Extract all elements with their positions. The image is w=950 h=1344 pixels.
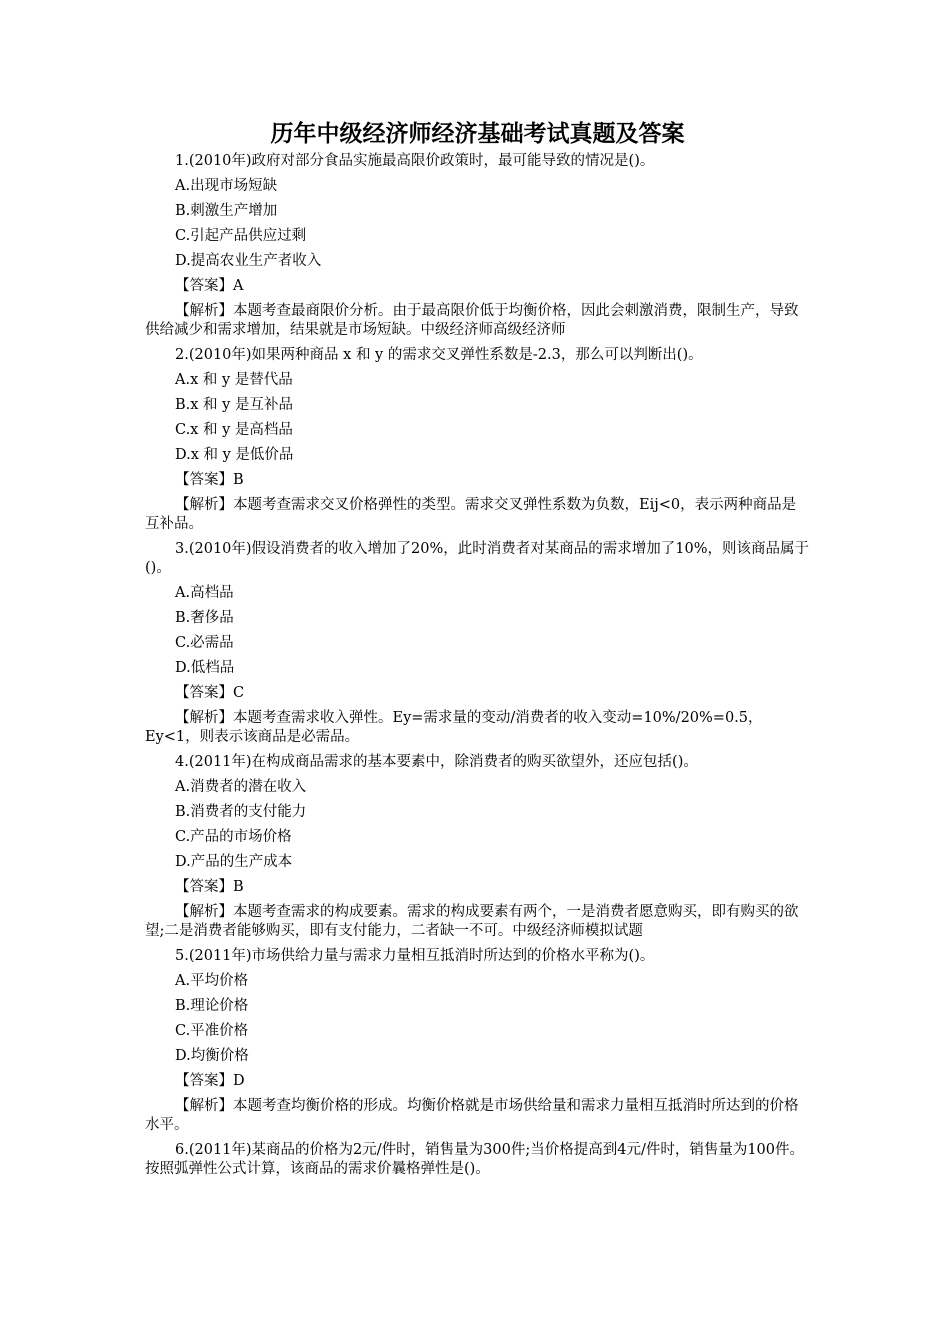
question-2-stem: 2.(2010年)如果两种商品 x 和 y 的需求交叉弹性系数是-2.3，那么可以判断出()。 xyxy=(175,347,703,363)
question-1-option-b: B.刺激生产增加 xyxy=(175,203,278,219)
question-5-stem: 5.(2011年)市场供给力量与需求力量相互抵消时所达到的价格水平称为()。 xyxy=(175,948,655,964)
question-5-option-a: A.平均价格 xyxy=(175,973,249,989)
question-2-explanation: 【解析】本题考查需求交叉价格弹性的类型。需求交叉弹性系数为负数，Eij<0，表示两种商品是互补品。 xyxy=(145,497,797,532)
document-title: 历年中级经济师经济基础考试真题及答案 xyxy=(270,121,685,147)
question-5-option-d: D.均衡价格 xyxy=(175,1048,249,1064)
question-5-option-c: C.平准价格 xyxy=(175,1023,249,1039)
question-4-stem: 4.(2011年)在构成商品需求的基本要素中，除消费者的购买欲望外，还应包括()。 xyxy=(175,754,698,770)
question-5-option-b: B.理论价格 xyxy=(175,998,249,1014)
question-2-option-b: B.x 和 y 是互补品 xyxy=(175,397,293,413)
question-3-option-d: D.低档品 xyxy=(175,660,235,676)
question-5-answer: 【答案】D xyxy=(175,1073,245,1089)
question-1-explanation: 【解析】本题考查最商限价分析。由于最高限价低于均衡价格，因此会刺激消费，限制生产，导致供给减少和需求增加，结果就是市场短缺。中级经济师高级经济师 xyxy=(145,303,799,338)
question-4-option-c: C.产品的市场价格 xyxy=(175,829,292,845)
question-4-option-d: D.产品的生产成本 xyxy=(175,854,293,870)
question-1-option-a: A.出现市场短缺 xyxy=(175,178,278,194)
question-4-option-b: B.消费者的支付能力 xyxy=(175,804,307,820)
question-1-option-c: C.引起产品供应过剩 xyxy=(175,228,307,244)
question-2-answer: 【答案】B xyxy=(175,472,244,488)
question-6-stem: 6.(2011年)某商品的价格为2元/件时，销售量为300件;当价格提高到4元/件时，销售量为100件。按照弧弹性公式计算，该商品的需求价曩格弹性是()。 xyxy=(145,1142,805,1177)
question-5-explanation: 【解析】本题考查均衡价格的形成。均衡价格就是市场供给量和需求力量相互抵消时所达到的价格水平。 xyxy=(145,1098,799,1133)
question-3-stem: 3.(2010年)假设消费者的收入增加了20%，此时消费者对某商品的需求增加了10%，则该商品属于()。 xyxy=(145,541,810,576)
question-4-answer: 【答案】B xyxy=(175,879,244,895)
question-3-option-a: A.高档品 xyxy=(175,585,234,601)
question-1-stem: 1.(2010年)政府对部分食品实施最高限价政策时，最可能导致的情况是()。 xyxy=(175,153,655,169)
question-4-option-a: A.消费者的潜在收入 xyxy=(175,779,307,795)
question-1-option-d: D.提高农业生产者收入 xyxy=(175,253,322,269)
question-2-option-c: C.x 和 y 是高档品 xyxy=(175,422,293,438)
question-3-option-b: B.奢侈品 xyxy=(175,610,234,626)
question-1-answer: 【答案】A xyxy=(175,278,244,294)
question-3-option-c: C.必需品 xyxy=(175,635,234,651)
question-2-option-d: D.x 和 y 是低价品 xyxy=(175,447,294,463)
question-4-explanation: 【解析】本题考查需求的构成要素。需求的构成要素有两个，一是消费者愿意购买，即有购买的欲望;二是消费者能够购买，即有支付能力，二者缺一不可。中级经济师模拟试题 xyxy=(145,904,799,939)
document-page xyxy=(145,118,810,1185)
question-3-answer: 【答案】C xyxy=(175,685,245,701)
question-2-option-a: A.x 和 y 是替代品 xyxy=(175,372,293,388)
question-3-explanation: 【解析】本题考查需求收入弹性。Ey=需求量的变动/消费者的收入变动=10%/20%=0.5，Ey<1，则表示该商品是必需品。 xyxy=(145,710,763,745)
